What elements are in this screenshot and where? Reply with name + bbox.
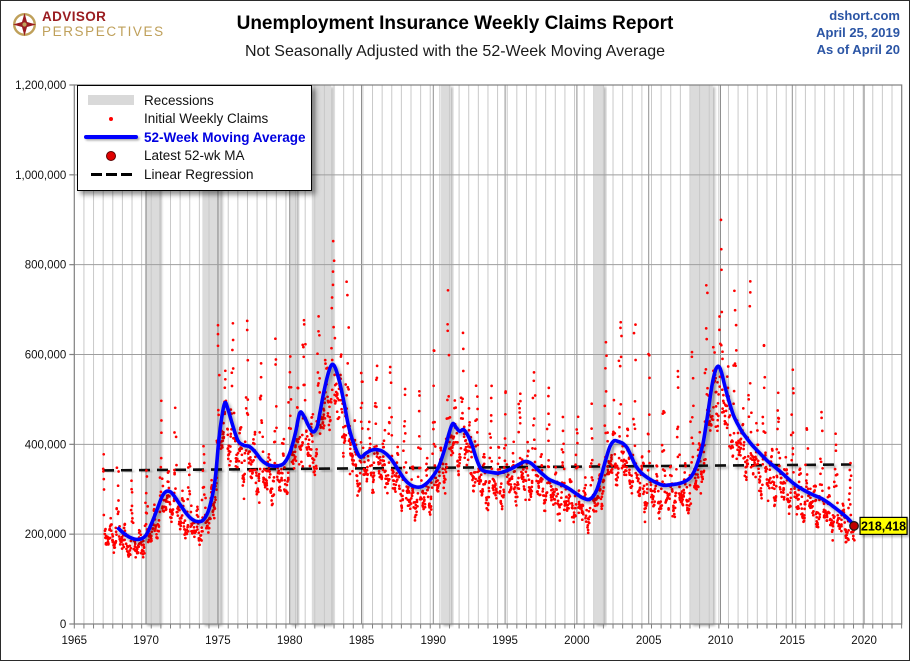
- svg-text:2000: 2000: [564, 635, 590, 647]
- svg-text:1975: 1975: [205, 635, 231, 647]
- svg-text:600,000: 600,000: [24, 349, 67, 362]
- svg-text:1,200,000: 1,200,000: [15, 80, 67, 92]
- svg-text:1990: 1990: [420, 635, 447, 647]
- ma-line-swatch: [78, 135, 144, 139]
- svg-text:2015: 2015: [779, 635, 806, 647]
- svg-text:200,000: 200,000: [24, 529, 67, 542]
- svg-text:1965: 1965: [61, 635, 88, 647]
- claims-dot-swatch: [78, 117, 144, 121]
- logo-perspectives: PERSPECTIVES: [42, 23, 165, 39]
- legend-item-initial-claims: Initial Weekly Claims: [78, 110, 311, 129]
- legend-item-recessions: Recessions: [78, 91, 311, 110]
- chart-title: Unemployment Insurance Weekly Claims Report: [236, 13, 674, 34]
- latest-value-label: 218,418: [860, 519, 907, 534]
- chart-legend: [77, 85, 312, 191]
- logo-advisor: ADVISOR: [42, 9, 107, 24]
- svg-text:1980: 1980: [276, 635, 303, 647]
- svg-text:2020: 2020: [851, 635, 877, 647]
- as-of-date: As of April 20: [816, 41, 900, 57]
- chart-subtitle: Not Seasonally Adjusted with the 52-Week Moving Average: [244, 43, 666, 60]
- recession-swatch: [78, 95, 144, 105]
- x-axis-labels: [62, 635, 877, 647]
- svg-text:1985: 1985: [348, 635, 375, 647]
- latest-ma-marker: [850, 522, 859, 531]
- regression-swatch: [78, 173, 144, 177]
- svg-text:1970: 1970: [133, 635, 159, 647]
- source-site: dshort.com: [829, 8, 900, 23]
- legend-item-moving-average: 52-Week Moving Average: [78, 128, 311, 147]
- legend-item-regression: Linear Regression: [78, 165, 311, 184]
- latest-value-callout: [860, 517, 907, 534]
- y-axis-labels: [15, 80, 66, 631]
- svg-text:1,000,000: 1,000,000: [15, 169, 67, 182]
- svg-text:800,000: 800,000: [24, 259, 67, 272]
- legend-item-latest-ma: Latest 52-wk MA: [78, 147, 311, 166]
- svg-text:0: 0: [59, 619, 67, 631]
- svg-text:400,000: 400,000: [24, 439, 67, 452]
- report-date: April 25, 2019: [816, 24, 900, 40]
- svg-text:2010: 2010: [707, 635, 734, 647]
- svg-text:1995: 1995: [492, 635, 518, 647]
- svg-text:2005: 2005: [635, 635, 662, 647]
- latest-ma-swatch: [78, 151, 144, 161]
